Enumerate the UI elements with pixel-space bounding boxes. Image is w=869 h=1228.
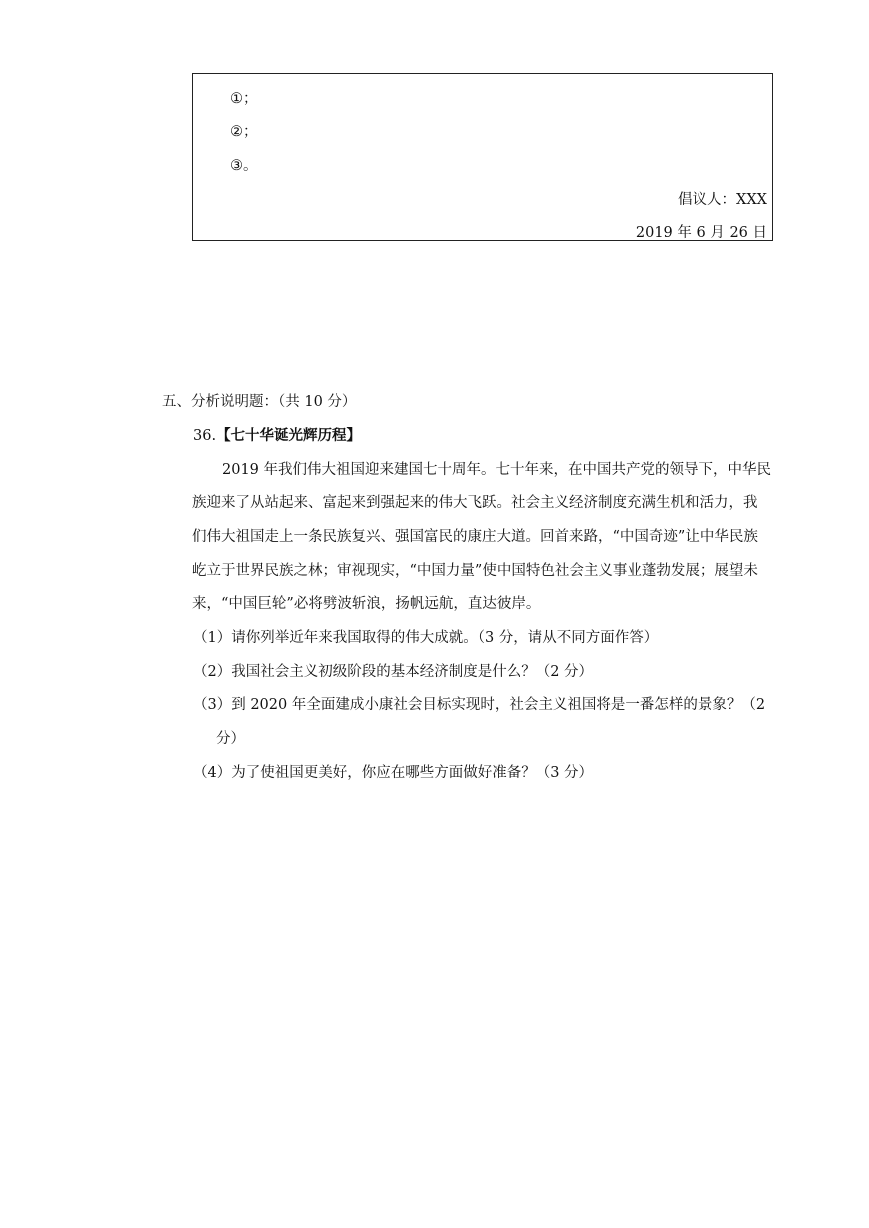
passage-line-4: 屹立于世界民族之林；审视现实，“中国力量”使中国特色社会主义事业蓬勃发展；展望未 — [192, 563, 758, 579]
proposal-date: 2019 年 6 月 26 日 — [635, 225, 767, 241]
section-heading: 五、分析说明题：（共 10 分） — [162, 394, 357, 410]
passage-line-2: 族迎来了从站起来、富起来到强起来的伟大飞跃。社会主义经济制度充满生机和活力，我 — [192, 495, 758, 511]
passage-line-3: 们伟大祖国走上一条民族复兴、强国富民的康庄大道。回首来路，“中国奇迹”让中华民族 — [192, 529, 758, 545]
proposal-item-1: ①； — [230, 91, 258, 107]
passage-line-1: 2019 年我们伟大祖国迎来建国七十周年。七十年来，在中国共产党的领导下，中华民 — [222, 462, 772, 478]
sub-question-1: （1）请你列举近年来我国取得的伟大成就。（3 分，请从不同方面作答） — [193, 630, 659, 646]
question-title: 【七十华诞光辉历程】 — [216, 427, 362, 444]
sub-question-4: （4）为了使祖国更美好，你应在哪些方面做好准备？（3 分） — [193, 765, 594, 781]
proposal-item-2: ②； — [230, 124, 258, 140]
question-header — [193, 426, 361, 446]
passage-line-5: 来，“中国巨轮”必将劈波斩浪，扬帆远航，直达彼岸。 — [192, 596, 541, 612]
proposal-box — [192, 73, 773, 241]
proposal-signer: 倡议人：XXX — [678, 192, 767, 208]
sub-question-2: （2）我国社会主义初级阶段的基本经济制度是什么？（2 分） — [193, 664, 594, 680]
sub-question-3: （3）到 2020 年全面建成小康社会目标实现时，社会主义祖国将是一番怎样的景象？（2 — [193, 697, 766, 713]
proposal-item-3: ③。 — [230, 158, 258, 174]
sub-question-3-continued: 分） — [216, 731, 245, 747]
question-number: 36. — [193, 428, 217, 444]
